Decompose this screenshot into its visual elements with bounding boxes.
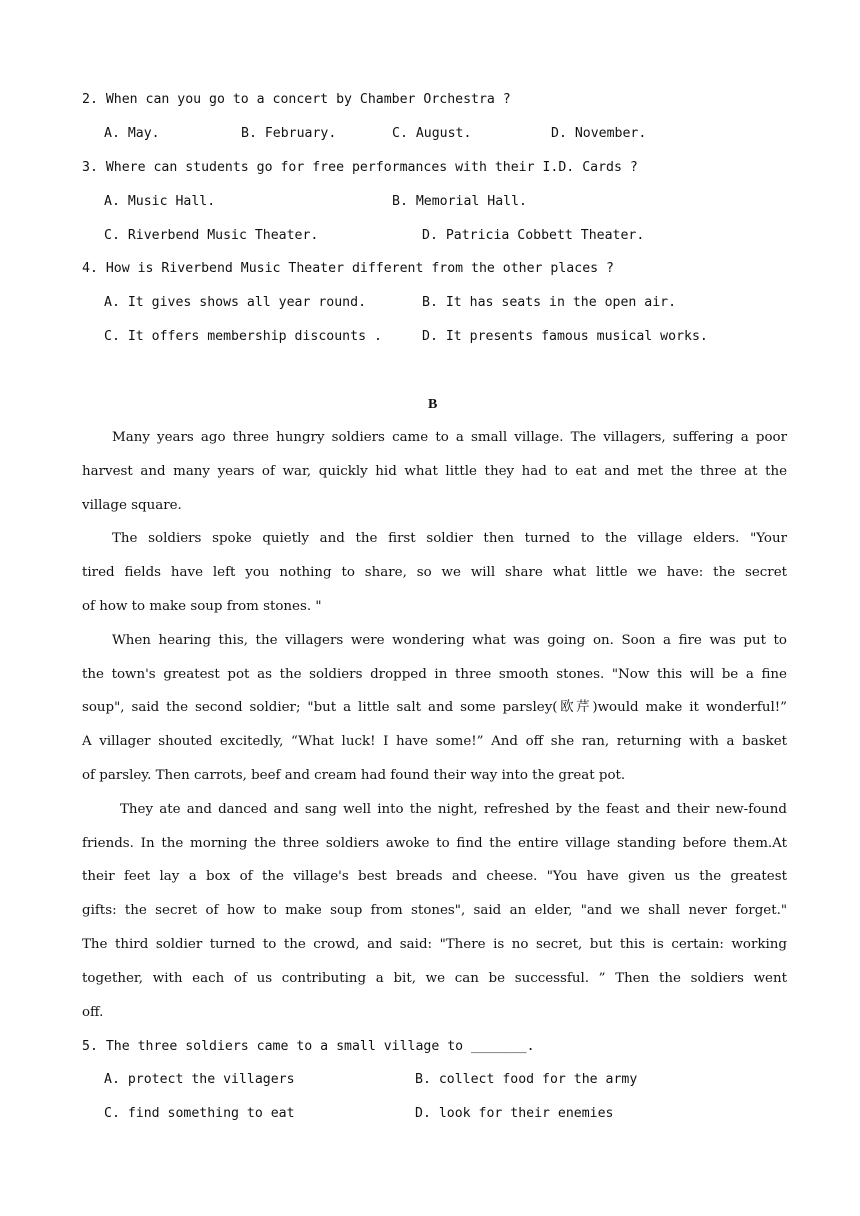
q2-option-d: D. November. [551, 126, 647, 141]
paragraph-line: their feet lay a box of the village's best breads and cheese. "You have given us the greatest [82, 869, 787, 884]
paragraph-line: village square. [82, 498, 182, 513]
q3-option-a: A. Music Hall. [104, 194, 216, 209]
q4-option-d: D. It presents famous musical works. [422, 329, 708, 344]
paragraph-line: When hearing this, the villagers were wondering what was going on. Soon a fire was put to [112, 633, 787, 648]
paragraph-line: soup", said the second soldier; "but a little salt and some parsley(欧芹)would make it wonderful!” [82, 700, 787, 715]
q5-option-c: C. find something to eat [104, 1106, 295, 1121]
section-heading: B [428, 397, 438, 412]
paragraph-line: They ate and danced and sang well into the night, refreshed by the feast and their new-found [120, 802, 787, 817]
paragraph-line: off. [82, 1005, 104, 1020]
paragraph-line: A villager shouted excitedly, “What luck! I have some!” And off she ran, returning with a basket [82, 734, 787, 749]
paragraph-line: friends. In the morning the three soldiers awoke to find the entire village standing before them.At [82, 836, 787, 851]
question-2: 2. When can you go to a concert by Chamber Orchestra ? [82, 92, 511, 107]
q3-option-c: C. Riverbend Music Theater. [104, 228, 319, 243]
paragraph-line: The third soldier turned to the crowd, and said: "There is no secret, but this is certain: working [82, 937, 787, 952]
q5-option-d: D. look for their enemies [415, 1106, 614, 1121]
paragraph-line: Many years ago three hungry soldiers came to a small village. The villagers, suffering a poor [112, 430, 787, 445]
paragraph-line: together, with each of us contributing a bit, we can be successful. ” Then the soldiers went [82, 971, 787, 986]
paragraph-line: The soldiers spoke quietly and the first soldier then turned to the village elders. "Your [112, 531, 787, 546]
q4-option-b: B. It has seats in the open air. [422, 295, 677, 310]
paragraph-line: of how to make soup from stones. " [82, 599, 322, 614]
paragraph-line: tired fields have left you nothing to share, so we will share what little we have: the secret [82, 565, 787, 580]
paragraph-line: the town's greatest pot as the soldiers dropped in three smooth stones. "Now this will be a fine [82, 667, 787, 682]
paragraph-line: of parsley. Then carrots, beef and cream had found their way into the great pot. [82, 768, 626, 783]
question-3: 3. Where can students go for free performances with their I.D. Cards ? [82, 160, 638, 175]
q4-option-a: A. It gives shows all year round. [104, 295, 367, 310]
q3-option-d: D. Patricia Cobbett Theater. [422, 228, 645, 243]
q5-option-b: B. collect food for the army [415, 1072, 638, 1087]
q2-option-c: C. August. [392, 126, 472, 141]
question-4: 4. How is Riverbend Music Theater different from the other places ? [82, 261, 614, 276]
q2-option-b: B. February. [241, 126, 337, 141]
paragraph-line: gifts: the secret of how to make soup from stones", said an elder, "and we shall never forget." [82, 903, 787, 918]
question-5: 5. The three soldiers came to a small village to _______. [82, 1039, 535, 1054]
q2-option-a: A. May. [104, 126, 160, 141]
q4-option-c: C. It offers membership discounts . [104, 329, 382, 344]
paragraph-line: harvest and many years of war, quickly hid what little they had to eat and met the three at the [82, 464, 787, 479]
q5-option-a: A. protect the villagers [104, 1072, 295, 1087]
q3-option-b: B. Memorial Hall. [392, 194, 527, 209]
